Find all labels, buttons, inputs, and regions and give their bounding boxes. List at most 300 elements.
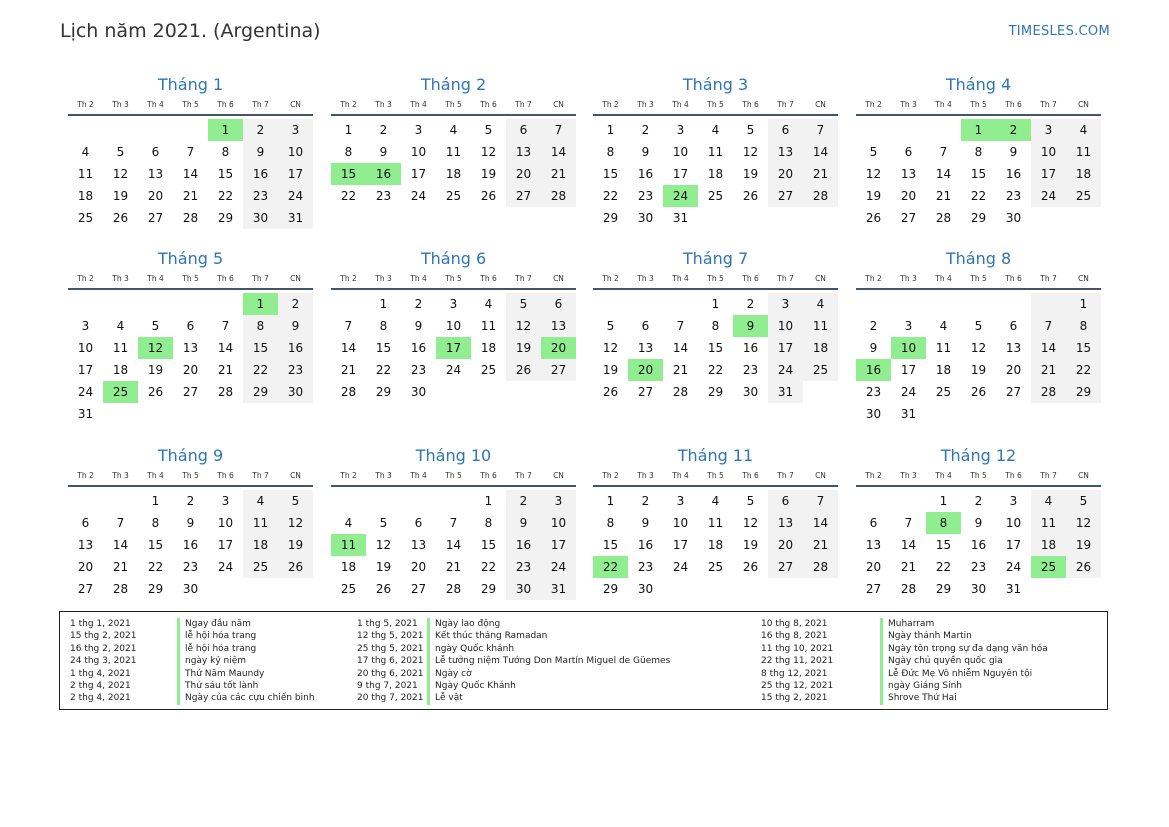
legend-holiday-name: ngày Giáng Sinh <box>880 680 1048 692</box>
day-cell: 16 <box>970 538 987 552</box>
day-cell: 17 <box>541 534 576 556</box>
day-cell: 27 <box>506 185 541 207</box>
weekday-label: Th 7 <box>1040 100 1057 109</box>
day-cell: 25 <box>103 381 138 403</box>
day-cell: 4 <box>939 319 948 333</box>
month-block <box>856 445 1101 600</box>
empty-cell <box>401 490 436 512</box>
day-cell: 1 <box>344 123 353 137</box>
day-grid <box>331 293 576 403</box>
weekday-header <box>593 272 838 290</box>
day-cell: 13 <box>900 167 917 181</box>
month-block <box>331 74 576 207</box>
weekday-label: Th 3 <box>112 274 129 283</box>
empty-cell <box>331 490 366 512</box>
day-cell: 26 <box>375 582 392 596</box>
day-cell: 15 <box>147 538 164 552</box>
day-cell: 20 <box>768 163 803 185</box>
day-cell: 4 <box>1031 490 1066 512</box>
day-cell: 19 <box>480 167 497 181</box>
day-cell: 13 <box>506 141 541 163</box>
day-cell: 19 <box>602 363 619 377</box>
day-cell: 5 <box>278 490 313 512</box>
day-cell: 5 <box>974 319 983 333</box>
day-cell: 2 <box>996 119 1031 141</box>
day-cell: 3 <box>414 123 423 137</box>
day-cell: 4 <box>344 516 353 530</box>
legend-date: 25 thg 12, 2021 <box>761 680 834 691</box>
day-cell: 18 <box>803 337 838 359</box>
day-cell: 22 <box>593 556 628 578</box>
day-cell: 26 <box>1066 556 1101 578</box>
empty-cell <box>891 490 926 512</box>
day-cell: 19 <box>865 189 882 203</box>
weekday-label: Th 5 <box>445 471 462 480</box>
day-cell: 5 <box>151 319 160 333</box>
empty-cell <box>856 490 891 512</box>
day-cell: 23 <box>1005 189 1022 203</box>
day-cell: 3 <box>1031 119 1066 141</box>
day-cell: 25 <box>77 211 94 225</box>
weekday-label: Th 4 <box>935 471 952 480</box>
day-cell: 11 <box>1031 512 1066 534</box>
weekday-label: Th 2 <box>865 274 882 283</box>
day-cell: 31 <box>541 578 576 600</box>
legend-date: 10 thg 8, 2021 <box>761 619 828 629</box>
day-cell: 7 <box>939 145 948 159</box>
day-cell: 14 <box>1031 337 1066 359</box>
weekday-label: CN <box>815 100 826 109</box>
day-cell: 24 <box>541 556 576 578</box>
weekday-label: Th 7 <box>252 274 269 283</box>
day-cell: 11 <box>445 145 462 159</box>
day-cell: 16 <box>856 359 891 381</box>
day-cell: 23 <box>278 359 313 381</box>
legend-date: 2 thg 4, 2021 <box>70 680 131 691</box>
weekday-label: Th 7 <box>515 100 532 109</box>
day-cell: 28 <box>900 582 917 596</box>
day-cell: 14 <box>541 141 576 163</box>
weekday-label: Th 2 <box>77 274 94 283</box>
day-cell: 2 <box>641 494 650 508</box>
day-cell: 20 <box>506 163 541 185</box>
day-cell: 25 <box>803 359 838 381</box>
empty-cell <box>436 490 471 512</box>
day-cell: 13 <box>147 167 164 181</box>
day-cell: 3 <box>676 494 685 508</box>
legend-date: 16 thg 2, 2021 <box>70 643 137 654</box>
day-cell: 12 <box>1066 512 1101 534</box>
day-cell: 7 <box>116 516 125 530</box>
day-cell: 24 <box>1031 185 1066 207</box>
day-cell: 18 <box>1031 534 1066 556</box>
day-cell: 13 <box>768 512 803 534</box>
day-cell: 5 <box>116 145 125 159</box>
weekday-label: Th 2 <box>77 471 94 480</box>
day-cell: 5 <box>506 293 541 315</box>
day-cell: 8 <box>1066 315 1101 337</box>
day-cell: 12 <box>506 315 541 337</box>
day-cell: 19 <box>1066 534 1101 556</box>
day-cell: 28 <box>112 582 129 596</box>
day-cell: 23 <box>506 556 541 578</box>
page-title: Lịch năm 2021. (Argentina) <box>60 20 321 42</box>
day-cell: 30 <box>243 207 278 229</box>
day-cell: 2 <box>869 319 878 333</box>
day-cell: 16 <box>742 341 759 355</box>
day-cell: 22 <box>243 359 278 381</box>
weekday-label: CN <box>290 274 301 283</box>
legend-date: 8 thg 12, 2021 <box>761 668 828 679</box>
empty-cell <box>68 490 103 512</box>
legend-date: 2 thg 4, 2021 <box>70 693 131 704</box>
day-cell: 10 <box>541 512 576 534</box>
day-cell: 30 <box>1005 211 1022 225</box>
weekday-label: Th 6 <box>1005 274 1022 283</box>
day-cell: 14 <box>672 341 689 355</box>
day-cell: 20 <box>900 189 917 203</box>
day-cell: 30 <box>506 578 541 600</box>
day-grid <box>856 490 1101 600</box>
day-cell: 30 <box>182 582 199 596</box>
day-cell: 28 <box>935 211 952 225</box>
day-cell: 8 <box>711 319 720 333</box>
day-cell: 29 <box>602 211 619 225</box>
weekday-label: CN <box>290 100 301 109</box>
day-cell: 12 <box>278 512 313 534</box>
weekday-label: Th 4 <box>935 100 952 109</box>
day-cell: 21 <box>935 189 952 203</box>
legend-holiday-name: Muharram <box>880 618 1048 630</box>
day-cell: 30 <box>637 582 654 596</box>
day-cell: 9 <box>869 341 878 355</box>
day-cell: 22 <box>602 189 619 203</box>
day-cell: 28 <box>1031 381 1066 403</box>
weekday-header <box>331 98 576 116</box>
weekday-label: Th 5 <box>707 471 724 480</box>
day-cell: 5 <box>606 319 615 333</box>
day-cell: 26 <box>865 211 882 225</box>
day-cell: 28 <box>340 385 357 399</box>
day-cell: 23 <box>637 560 654 574</box>
day-cell: 12 <box>375 538 392 552</box>
day-cell: 9 <box>641 145 650 159</box>
month-block <box>856 74 1101 229</box>
day-cell: 24 <box>77 385 94 399</box>
legend-holiday-name: Ngày của các cựu chiến binh <box>177 692 315 704</box>
month-title: Tháng 3 <box>682 75 749 94</box>
day-cell: 22 <box>707 363 724 377</box>
weekday-label: Th 4 <box>672 274 689 283</box>
month-title: Tháng 10 <box>415 446 492 465</box>
empty-cell <box>961 293 996 315</box>
day-cell: 31 <box>1005 582 1022 596</box>
day-cell: 26 <box>278 556 313 578</box>
day-cell: 19 <box>506 337 541 359</box>
weekday-header <box>68 98 313 116</box>
weekday-label: CN <box>1078 274 1089 283</box>
day-cell: 31 <box>768 381 803 403</box>
day-cell: 1 <box>1066 293 1101 315</box>
day-cell: 23 <box>182 560 199 574</box>
day-cell: 9 <box>379 145 388 159</box>
legend-holiday-name: Kết thúc tháng Ramadan <box>427 630 670 642</box>
day-cell: 15 <box>1066 337 1101 359</box>
day-cell: 25 <box>340 582 357 596</box>
day-cell: 25 <box>243 556 278 578</box>
day-cell: 2 <box>278 293 313 315</box>
weekday-label: Th 3 <box>637 471 654 480</box>
day-cell: 18 <box>935 363 952 377</box>
day-grid <box>593 293 838 403</box>
day-cell: 1 <box>484 494 493 508</box>
weekday-label: Th 4 <box>410 274 427 283</box>
day-cell: 24 <box>768 359 803 381</box>
empty-cell <box>996 293 1031 315</box>
weekday-header <box>331 272 576 290</box>
legend-date: 11 thg 10, 2021 <box>761 643 834 654</box>
weekday-label: Th 2 <box>340 274 357 283</box>
day-cell: 27 <box>182 385 199 399</box>
day-cell: 13 <box>77 538 94 552</box>
empty-cell <box>103 119 138 141</box>
month-title: Tháng 4 <box>945 75 1012 94</box>
day-cell: 20 <box>147 189 164 203</box>
weekday-label: Th 3 <box>900 274 917 283</box>
empty-cell <box>926 293 961 315</box>
day-cell: 26 <box>970 385 987 399</box>
day-cell: 25 <box>935 385 952 399</box>
day-cell: 15 <box>375 341 392 355</box>
weekday-label: Th 6 <box>217 100 234 109</box>
day-cell: 9 <box>974 516 983 530</box>
day-cell: 10 <box>672 145 689 159</box>
day-cell: 19 <box>375 560 392 574</box>
day-cell: 15 <box>602 538 619 552</box>
site-link[interactable]: TIMESLES.COM <box>1008 24 1110 39</box>
weekday-label: Th 5 <box>970 471 987 480</box>
day-cell: 1 <box>243 293 278 315</box>
day-cell: 10 <box>278 141 313 163</box>
month-title: Tháng 12 <box>940 446 1017 465</box>
day-cell: 12 <box>602 341 619 355</box>
day-cell: 5 <box>869 145 878 159</box>
empty-cell <box>593 293 628 315</box>
day-cell: 5 <box>484 123 493 137</box>
day-cell: 4 <box>711 494 720 508</box>
day-cell: 20 <box>77 560 94 574</box>
legend-date: 16 thg 8, 2021 <box>761 631 828 642</box>
weekday-label: Th 2 <box>602 471 619 480</box>
day-cell: 12 <box>138 337 173 359</box>
weekday-label: Th 7 <box>515 471 532 480</box>
day-cell: 17 <box>410 167 427 181</box>
day-cell: 6 <box>1009 319 1018 333</box>
day-cell: 6 <box>81 516 90 530</box>
day-cell: 22 <box>480 560 497 574</box>
day-cell: 30 <box>970 582 987 596</box>
month-block <box>68 248 313 425</box>
day-cell: 19 <box>278 534 313 556</box>
day-grid <box>68 119 313 229</box>
day-cell: 24 <box>663 185 698 207</box>
day-cell: 4 <box>803 293 838 315</box>
day-cell: 8 <box>344 145 353 159</box>
day-grid <box>856 293 1101 425</box>
empty-cell <box>366 490 401 512</box>
day-cell: 7 <box>221 319 230 333</box>
legend-holiday-name: Ngày Quốc Khánh <box>427 680 670 692</box>
day-cell: 13 <box>410 538 427 552</box>
weekday-label: Th 6 <box>480 274 497 283</box>
weekday-label: Th 5 <box>182 471 199 480</box>
month-block <box>68 74 313 229</box>
day-cell: 11 <box>331 534 366 556</box>
day-cell: 28 <box>445 582 462 596</box>
day-cell: 18 <box>112 363 129 377</box>
day-cell: 18 <box>77 189 94 203</box>
day-cell: 8 <box>484 516 493 530</box>
weekday-label: Th 4 <box>147 100 164 109</box>
day-cell: 21 <box>217 363 234 377</box>
day-cell: 14 <box>803 512 838 534</box>
day-cell: 20 <box>541 337 576 359</box>
day-cell: 2 <box>506 490 541 512</box>
weekday-label: Th 3 <box>112 100 129 109</box>
day-cell: 21 <box>1031 359 1066 381</box>
empty-cell <box>1031 293 1066 315</box>
legend-holiday-name: Ngay đầu năm <box>177 618 315 630</box>
day-cell: 1 <box>379 297 388 311</box>
day-cell: 10 <box>1005 516 1022 530</box>
weekday-label: Th 3 <box>375 471 392 480</box>
day-cell: 11 <box>935 341 952 355</box>
day-cell: 7 <box>676 319 685 333</box>
legend-date: 1 thg 5, 2021 <box>357 619 418 629</box>
empty-cell <box>628 293 663 315</box>
day-cell: 16 <box>182 538 199 552</box>
day-cell: 28 <box>672 385 689 399</box>
weekday-label: Th 3 <box>900 471 917 480</box>
day-cell: 24 <box>900 385 917 399</box>
day-cell: 7 <box>449 516 458 530</box>
day-cell: 21 <box>900 560 917 574</box>
day-cell: 10 <box>891 337 926 359</box>
day-cell: 12 <box>742 145 759 159</box>
day-cell: 14 <box>182 167 199 181</box>
day-cell: 25 <box>707 560 724 574</box>
day-cell: 16 <box>278 337 313 359</box>
weekday-label: Th 7 <box>777 471 794 480</box>
day-cell: 4 <box>711 123 720 137</box>
day-cell: 16 <box>243 163 278 185</box>
day-cell: 13 <box>865 538 882 552</box>
day-cell: 30 <box>742 385 759 399</box>
legend-date: 20 thg 6, 2021 <box>357 668 424 679</box>
day-cell: 17 <box>1031 163 1066 185</box>
day-grid <box>593 490 838 600</box>
day-grid <box>331 490 576 600</box>
day-cell: 6 <box>641 319 650 333</box>
day-cell: 21 <box>112 560 129 574</box>
day-cell: 20 <box>768 534 803 556</box>
weekday-label: Th 3 <box>375 274 392 283</box>
day-cell: 28 <box>803 556 838 578</box>
day-cell: 6 <box>186 319 195 333</box>
day-cell: 20 <box>865 560 882 574</box>
weekday-label: Th 7 <box>252 100 269 109</box>
day-cell: 3 <box>81 319 90 333</box>
day-cell: 17 <box>436 337 471 359</box>
day-cell: 12 <box>112 167 129 181</box>
day-cell: 26 <box>112 211 129 225</box>
day-cell: 27 <box>865 582 882 596</box>
day-cell: 19 <box>112 189 129 203</box>
day-cell: 5 <box>1066 490 1101 512</box>
day-cell: 8 <box>151 516 160 530</box>
day-cell: 27 <box>768 185 803 207</box>
weekday-label: Th 4 <box>672 100 689 109</box>
day-cell: 29 <box>217 211 234 225</box>
day-cell: 29 <box>480 582 497 596</box>
empty-cell <box>926 119 961 141</box>
weekday-label: Th 5 <box>707 100 724 109</box>
day-grid <box>68 490 313 600</box>
day-cell: 2 <box>641 123 650 137</box>
day-cell: 20 <box>182 363 199 377</box>
day-cell: 24 <box>217 560 234 574</box>
day-cell: 10 <box>410 145 427 159</box>
day-cell: 31 <box>672 211 689 225</box>
day-cell: 19 <box>742 538 759 552</box>
day-cell: 29 <box>147 582 164 596</box>
day-cell: 9 <box>1009 145 1018 159</box>
day-cell: 9 <box>186 516 195 530</box>
day-cell: 21 <box>182 189 199 203</box>
empty-cell <box>173 293 208 315</box>
weekday-label: CN <box>290 471 301 480</box>
day-cell: 4 <box>81 145 90 159</box>
day-cell: 14 <box>803 141 838 163</box>
weekday-label: Th 2 <box>602 274 619 283</box>
legend-holiday-name: ngày kỷ niệm <box>177 655 315 667</box>
legend-dates-col2 <box>357 618 423 705</box>
day-cell: 24 <box>1005 560 1022 574</box>
day-cell: 22 <box>935 560 952 574</box>
day-cell: 4 <box>116 319 125 333</box>
day-cell: 7 <box>904 516 913 530</box>
day-cell: 3 <box>541 490 576 512</box>
day-cell: 14 <box>340 341 357 355</box>
day-grid <box>856 119 1101 229</box>
day-cell: 20 <box>628 359 663 381</box>
day-cell: 14 <box>445 538 462 552</box>
day-cell: 18 <box>707 167 724 181</box>
day-cell: 4 <box>243 490 278 512</box>
day-cell: 27 <box>637 385 654 399</box>
day-cell: 16 <box>506 534 541 556</box>
day-cell: 17 <box>1005 538 1022 552</box>
day-cell: 27 <box>900 211 917 225</box>
day-cell: 2 <box>414 297 423 311</box>
day-cell: 28 <box>217 385 234 399</box>
day-cell: 29 <box>1066 381 1101 403</box>
empty-cell <box>891 293 926 315</box>
day-cell: 29 <box>935 582 952 596</box>
day-cell: 18 <box>1066 163 1101 185</box>
day-cell: 9 <box>414 319 423 333</box>
day-cell: 2 <box>186 494 195 508</box>
